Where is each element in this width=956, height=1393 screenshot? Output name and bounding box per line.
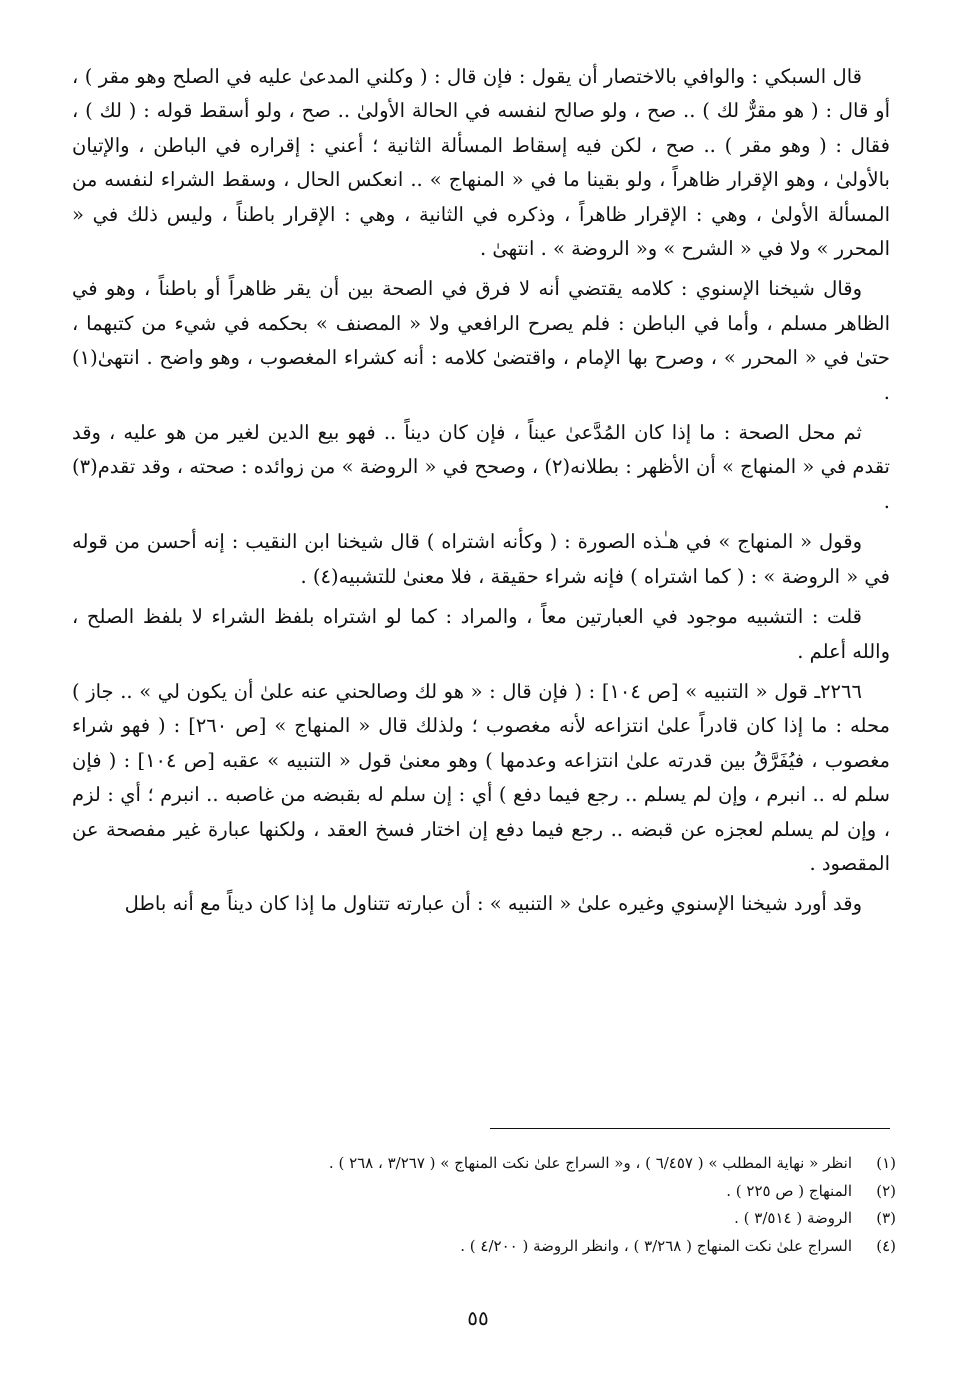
paragraph-minhaj-wording: وقول « المنهاج » في هـٰذه الصورة : ( وكأنه اشتراه ) قال شيخنا ابن النقيب : إنه أحسن من قوله في « الروضة » : ( كما اشتراه ) فإنه شراء حقيقة ، فلا معنىٰ للتشبيه(٤) . — [72, 530, 890, 588]
footnote-text: الروضة ( ٣/٥١٤ ) . — [734, 1209, 852, 1227]
paragraph-2266: ٢٢٦٦ـ قول « التنبيه » [ص ١٠٤] : ( فإن قال : « هو لك وصالحني عنه علىٰ أن يكون لي » .. جاز ) محله : ما إذا كان قادراً علىٰ انتزاعه لأنه مغصوب ؛ ولذلك قال « المنهاج » [ص ٢٦٠] : ( فهو شراء مغصوب ، فيُفَرَّقُ بين قدرته علىٰ انتزاعه وعدمها ) وهو معنىٰ قول « التنبيه » عقبه [ص ١٠٤] : ( فإن سلم له .. انبرم ، وإن لم يسلم .. رجع فيما دفع ) أي : إن سلم له بقبضه من غاصبه .. انبرم ؛ أي : لزم ، وإن لم يسلم لعجزه عن قبضه .. رجع فيما دفع إن اختار فسخ العقد ، ولكنها عبارة غير مفصحة عن المقصود . — [72, 679, 890, 875]
footnote-text: المنهاج ( ص ٢٢٥ ) . — [726, 1181, 852, 1200]
footnotes — [72, 1150, 896, 1260]
body-text — [72, 60, 890, 928]
footnote — [72, 1205, 896, 1233]
paragraph-subki: قال السبكي : والوافي بالاختصار أن يقول : فإن قال : ( وكلني المدعىٰ عليه في الصلح وهو مقر ) ، أو قال : ( هو مقرٌّ لك ) .. صح ، ولو صالح لنفسه في الحالة الأولىٰ .. صح ، ولو أسقط قوله : ( لك ) ، فقال : ( وهو مقر ) .. صح ، لكن فيه إسقاط المسألة الثانية ؛ أعني : إقراره في الباطن ، والإتيان بالأولىٰ ، وهو الإقرار ظاهراً ، ولو بقينا ما في « المنهاج » .. انعكس الحال ، وسقط الشراء لنفسه من المسألة الأولىٰ ، وهي : الإقرار ظاهراً ، وذكره في الثانية ، وهي : الإقرار باطناً ، وليس ذلك في « المحرر » ولا في « الشرح » و« الروضة » . انتهىٰ . — [72, 65, 890, 261]
paragraph-isnawi: وقال شيخنا الإسنوي : كلامه يقتضي أنه لا فرق في الصحة بين أن يقر ظاهراً أو باطناً ، وهو في الظاهر مسلم ، وأما في الباطن : فلم يصرح الرافعي ولا « المصنف » بحكمه في شيء من كتبهما ، حتىٰ في « المحرر » ، وصرح بها الإمام ، واقتضىٰ كلامه : أنه كشراء المغصوب ، وهو واضح . انتهىٰ(١) . — [72, 277, 890, 404]
paragraph-validity: ثم محل الصحة : ما إذا كان المُدَّعىٰ عيناً ، فإن كان ديناً .. فهو بيع الدين لغير من هو عليه ، وقد تقدم في « المنهاج » أن الأظهر : بطلانه(٢) ، وصحح في « الروضة » من زوائده : صحته ، وقد تقدم(٣) . — [72, 421, 890, 513]
paragraph-closing: وقد أورد شيخنا الإسنوي وغيره علىٰ « التنبيه » : أن عبارته تتناول ما إذا كان ديناً مع أنه باطل — [124, 892, 862, 916]
footnote-text: السراج علىٰ نكت المنهاج ( ٣/٢٦٨ ) ، وانظر الروضة ( ٤/٢٠٠ ) . — [460, 1236, 852, 1255]
paragraph-qultu: قلت : التشبيه موجود في العبارتين معاً ، والمراد : كما لو اشتراه بلفظ الشراء لا بلفظ الصلح ، والله أعلم . — [72, 605, 890, 663]
footnote-text: انظر « نهاية المطلب » ( ٦/٤٥٧ ) ، و« السراج علىٰ نكت المنهاج » ( ٣/٢٦٧ ، ٢٦٨ ) . — [328, 1154, 852, 1172]
footnote-number: (٤) — [876, 1236, 896, 1255]
footnote — [72, 1233, 896, 1261]
footnote-number: (١) — [876, 1154, 896, 1172]
footnote — [72, 1150, 896, 1178]
page-number: ٥٥ — [467, 1306, 489, 1330]
footnote-number: (٢) — [876, 1181, 896, 1200]
footnote-divider — [490, 1128, 890, 1129]
footnote — [72, 1178, 896, 1206]
footnote-number: (٣) — [876, 1209, 896, 1227]
